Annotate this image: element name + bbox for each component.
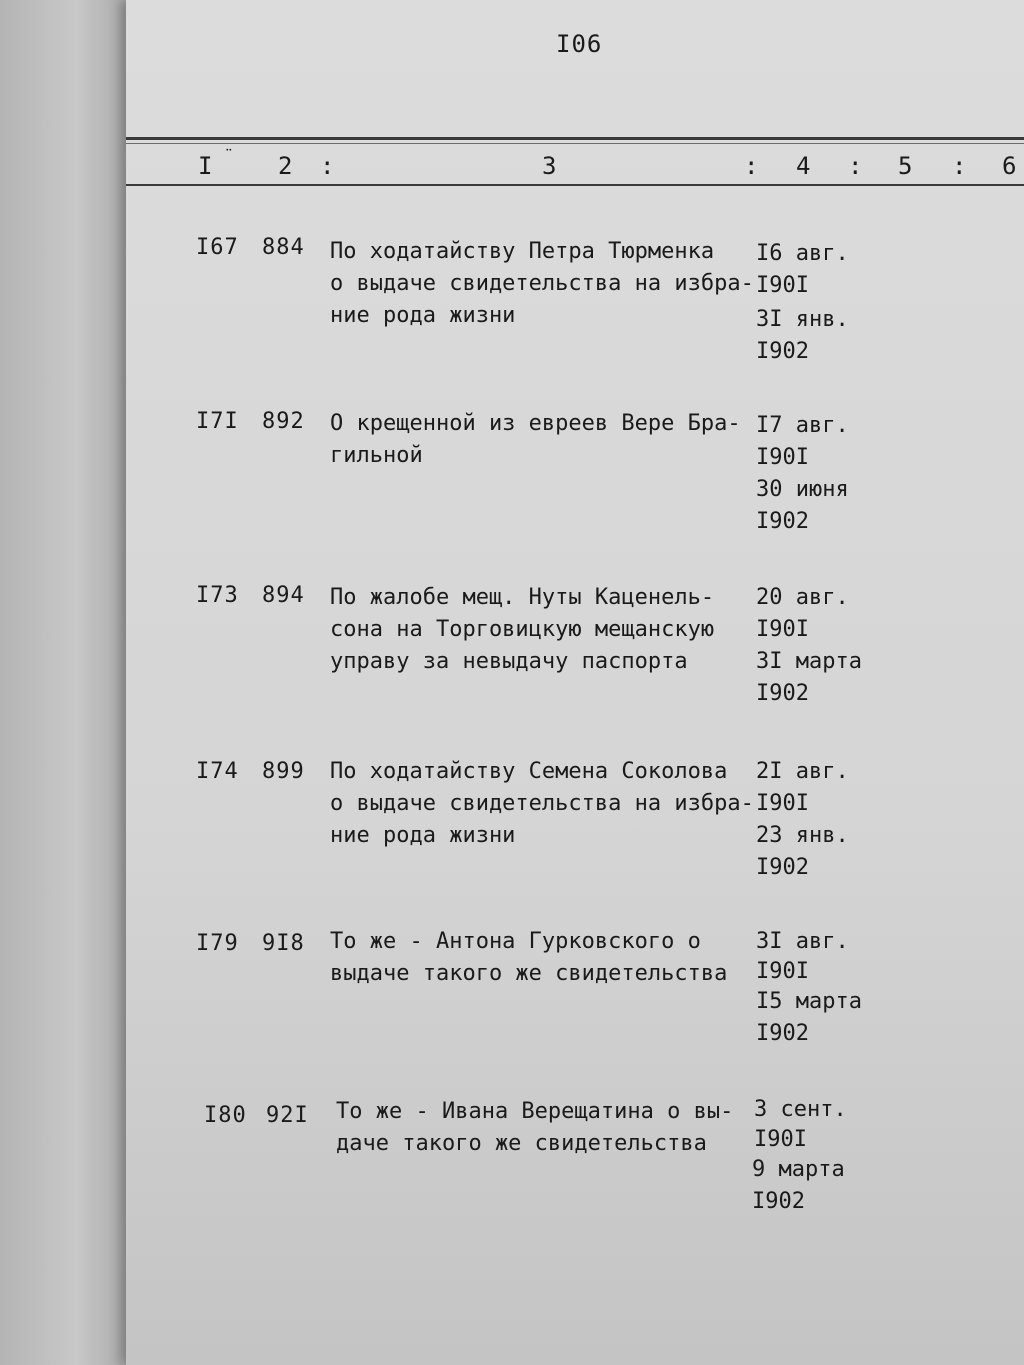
start-year: I90I xyxy=(756,273,809,298)
case-number: 894 xyxy=(262,583,305,608)
case-number: 9I8 xyxy=(262,931,305,956)
end-date: 3I марта xyxy=(756,649,862,674)
end-year: I902 xyxy=(756,509,809,534)
entry-number: I74 xyxy=(196,759,239,784)
column-header-sep: : xyxy=(848,152,863,180)
entry-text-line: о выдаче свидетельства на избра- xyxy=(330,791,754,816)
column-header-sep: : xyxy=(744,152,759,180)
end-date: 3I янв. xyxy=(756,307,849,332)
entry-text-line: ние рода жизни xyxy=(330,823,516,848)
column-header-5: 5 xyxy=(898,152,913,180)
start-year: I90I xyxy=(756,445,809,470)
entry-number: I7I xyxy=(196,409,239,434)
case-number: 92I xyxy=(266,1103,309,1128)
start-date: 2I авг. xyxy=(756,759,849,784)
end-date: 30 июня xyxy=(756,477,849,502)
column-header-sep: : xyxy=(320,152,335,180)
document-page xyxy=(126,0,1024,1365)
entry-text-line: То же - Ивана Верещатина о вы- xyxy=(336,1099,734,1124)
entry-text-line: выдаче такого же свидетельства xyxy=(330,961,728,986)
case-number: 899 xyxy=(262,759,305,784)
start-date: 3I авг. xyxy=(756,929,849,954)
column-header-3: 3 xyxy=(542,152,557,180)
column-header-4: 4 xyxy=(796,152,811,180)
end-date: 23 янв. xyxy=(756,823,849,848)
end-year: I902 xyxy=(756,339,809,364)
start-year: I90I xyxy=(756,959,809,984)
header-rule-top xyxy=(126,137,1024,140)
column-header-sep: : xyxy=(952,152,967,180)
start-date: I6 авг. xyxy=(756,241,849,266)
start-year: I90I xyxy=(756,791,809,816)
case-number: 884 xyxy=(262,235,305,260)
entry-text-line: По жалобе мещ. Нуты Каценель- xyxy=(330,585,715,610)
start-year: I90I xyxy=(756,617,809,642)
column-header-1: I xyxy=(198,152,213,180)
entry-number: I79 xyxy=(196,931,239,956)
end-date: I5 марта xyxy=(756,989,862,1014)
left-page-edge xyxy=(0,0,128,1365)
end-date: 9 марта xyxy=(752,1157,845,1182)
end-year: I902 xyxy=(756,855,809,880)
column-header-6: 6 xyxy=(1002,152,1017,180)
end-year: I902 xyxy=(752,1189,805,1214)
entry-text-line: сона на Торговицкую мещанскую xyxy=(330,617,715,642)
entry-text-line: О крещенной из евреев Вере Бра- xyxy=(330,411,741,436)
start-date: 3 сент. xyxy=(754,1097,847,1122)
end-year: I902 xyxy=(756,681,809,706)
column-header-2: 2 xyxy=(278,152,293,180)
page-number: I06 xyxy=(556,30,603,58)
entry-text-line: гильной xyxy=(330,443,423,468)
entry-text-line: По ходатайству Петра Тюрменка xyxy=(330,239,715,264)
start-date: 20 авг. xyxy=(756,585,849,610)
entry-text-line: управу за невыдачу паспорта xyxy=(330,649,688,674)
entry-text-line: ние рода жизни xyxy=(330,303,516,328)
case-number: 892 xyxy=(262,409,305,434)
end-year: I902 xyxy=(756,1021,809,1046)
header-rule-bottom xyxy=(126,184,1024,186)
entry-number: I73 xyxy=(196,583,239,608)
header-rule-top-thin xyxy=(126,143,1024,144)
entry-text-line: То же - Антона Гурковского о xyxy=(330,929,701,954)
entry-number: I67 xyxy=(196,235,239,260)
start-year: I90I xyxy=(754,1127,807,1152)
entry-number: I80 xyxy=(204,1103,247,1128)
start-date: I7 авг. xyxy=(756,413,849,438)
entry-text-line: По ходатайству Семена Соколова xyxy=(330,759,728,784)
column-header-sep-mark: ¨ xyxy=(224,146,234,165)
entry-text-line: даче такого же свидетельства xyxy=(336,1131,707,1156)
entry-text-line: о выдаче свидетельства на избра- xyxy=(330,271,754,296)
